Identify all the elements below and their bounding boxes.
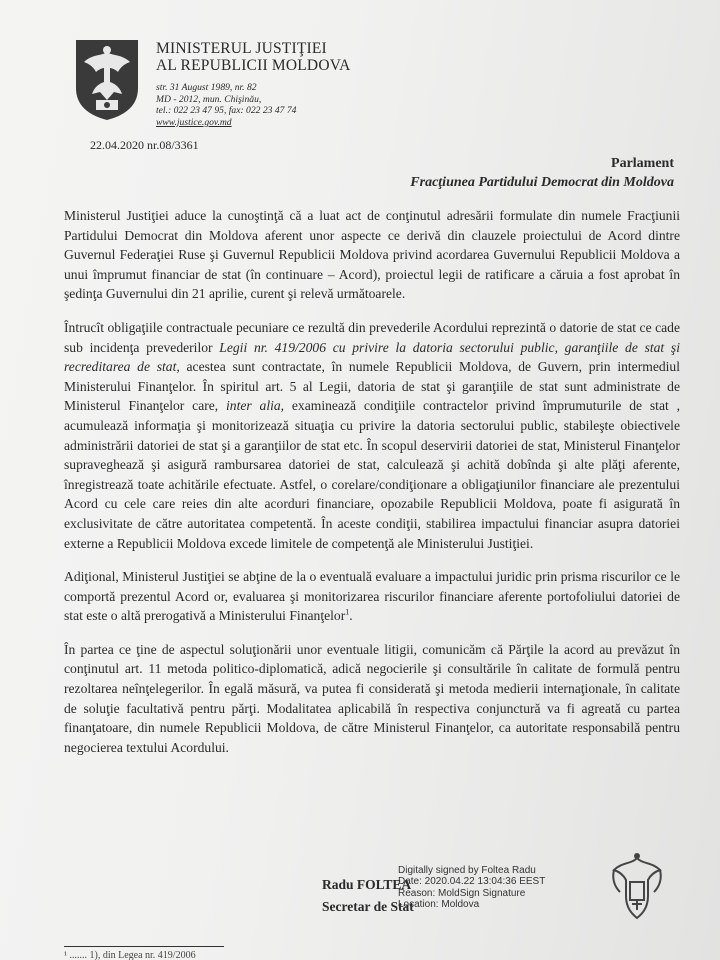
p3-text: Adiţional, Ministerul Justiţiei se abţine de la o eventuală evaluare a impactului juridic prin prisma riscurilor ce le comportă prezentul Acord or, evaluarea şi monitorizarea riscurilor financiare aferente portofoliului datoriei de stat este o altă prerogativă a Ministerului Finanţelor — [64, 569, 680, 624]
recipient-line1: Parlament — [611, 156, 674, 171]
letter-body — [64, 206, 680, 757]
ministry-name-line1: MINISTERUL JUSTIŢIEI — [156, 40, 327, 57]
ministry-name-line2: AL REPUBLICII MOLDOVA — [156, 57, 351, 74]
p2-law-title: Legii nr. 419/2006 cu privire la datoria sectorului public, garanţiile de stat şi recreditarea de stat, — [64, 339, 680, 375]
p2-text-e: examinează condiţiile contractelor privind împrumuturile de stat , acumulează informaţia şi monitorizează situaţia cu privire la datoria sectorului public, stabileşte obiectivele administrării datoriei de stat şi a garanţiilor de stat etc. În scopul deservirii datoriei de stat, Ministerul Finanţelor supraveghează şi asigură rambursarea datoriei de stat, calculează şi achită dobînda şi alte plăţi aferente, înregistrează toate achitările efectuate. Astfel, o corelare/condiţionare a obligaţiunilor financiare ale prezentului Acord cu cele care reies din alte acorduri financiare, opozabile Republicii Moldova, poate fi asigurată în exclusivitate de către autoritatea competentă. În aceste condiţii, stabilirea impactului financiar asupra datoriei externe a Republicii Moldova excede limitele de competenţă ale Ministerului Justiţiei. — [64, 398, 680, 551]
website-link[interactable]: www.justice.gov.md — [156, 116, 232, 128]
p2-inter-alia: inter alia, — [226, 398, 285, 414]
ministry-address — [156, 82, 296, 128]
paragraph-4: În partea ce ţine de aspectul soluţionării unor eventuale litigii, comunicăm că Părţile la acord au prevăzut în conţinutul art. 11 metoda politico-diplomatică, adică negocierile şi consultările în calitate de formulă pentru rezoltarea neînţelegerilor. În egală măsură, va putea fi considerată şi metoda medierii internaţionale, în calitate de soluţie facultativă pentru părţi. Modalitatea aplicabilă în respectiva conjunctură va fi agreată cu partea finanţatoare, din numele Republicii Moldova, de către Ministerul Finanţelor, ca autoritate responsabilă pentru negocierea textului Acordului. — [64, 641, 680, 755]
digital-date: Date: 2020.04.22 13:04:36 EEST — [398, 876, 546, 888]
digital-location: Location: Moldova — [398, 898, 480, 910]
signatory-role: Secretar de Stat — [322, 899, 414, 914]
p2-text-a: Întrucît obligaţiile contractuale pecuniare ce rezultă din prevederile Acordului reprezintă o datorie de stat ce cade sub incidenţa prevederilor — [64, 319, 680, 355]
address-city: MD - 2012, mun. Chişinău, — [156, 93, 262, 105]
footnote-divider — [64, 946, 224, 947]
paragraph-1: Ministerul Justiţiei aduce la cunoştinţă că a luat act de conţinutul adresării formulate din numele Fracţiunii Partidului Democrat din Moldova aferent unor aspecte ce derivă din clauzele proiectului de Acord dintre Guvernul Federaţiei Ruse şi Guvernul Republicii Moldova privind acordarea Guvernului Republicii Moldova a unui împrumut financiar de stat (în continuare – Acord), proiectul legii de ratificare a căruia a fost aprobat în şedinţa Guvernului din 21 aprilie, curent şi relevă următoarele. — [64, 208, 680, 302]
state-seal-icon — [608, 852, 666, 922]
coat-of-arms-emblem — [74, 38, 140, 122]
digital-signed-by: Digitally signed by Foltea Radu — [398, 865, 536, 876]
footnote-marker: 1 — [345, 607, 350, 617]
footnote-text: ¹ ....... 1), din Legea nr. 419/2006 — [64, 950, 196, 960]
p2-text-c: acestea sunt contractate, în numele Republicii Moldova, de Guvern, prin intermediul Ministerului Finanţelor. În spiritul art. 5 al Legii, datoria de stat şi garanţiile de stat sunt administrate de Ministerul Finanţelor care, — [64, 359, 680, 414]
address-street: str. 31 August 1989, nr. 82 — [156, 82, 257, 93]
paragraph-3: Adiţional, Ministerul Justiţiei se abţine de la o eventuală evaluare a impactului juridic prin prisma riscurilor ce le comportă prezentul Acord or, evaluarea şi monitorizarea riscurilor financiare aferente portofoliului datoriei de stat este o altă prerogativă a Ministerului Finanţelor$^1$. — [64, 569, 680, 624]
signatory-name: Radu FOLTEA — [322, 877, 412, 892]
address-phone: tel.: 022 23 47 95, fax: 022 23 47 74 — [156, 105, 297, 117]
ministry-name — [156, 40, 351, 74]
paragraph-2 — [64, 318, 680, 553]
document-reference: 22.04.2020 nr.08/3361 — [90, 138, 199, 152]
digital-signature-block — [398, 865, 545, 910]
digital-reason: Reason: MoldSign Signature — [398, 887, 526, 899]
recipient-line2: Fracţiunea Partidului Democrat din Moldova — [410, 175, 674, 190]
